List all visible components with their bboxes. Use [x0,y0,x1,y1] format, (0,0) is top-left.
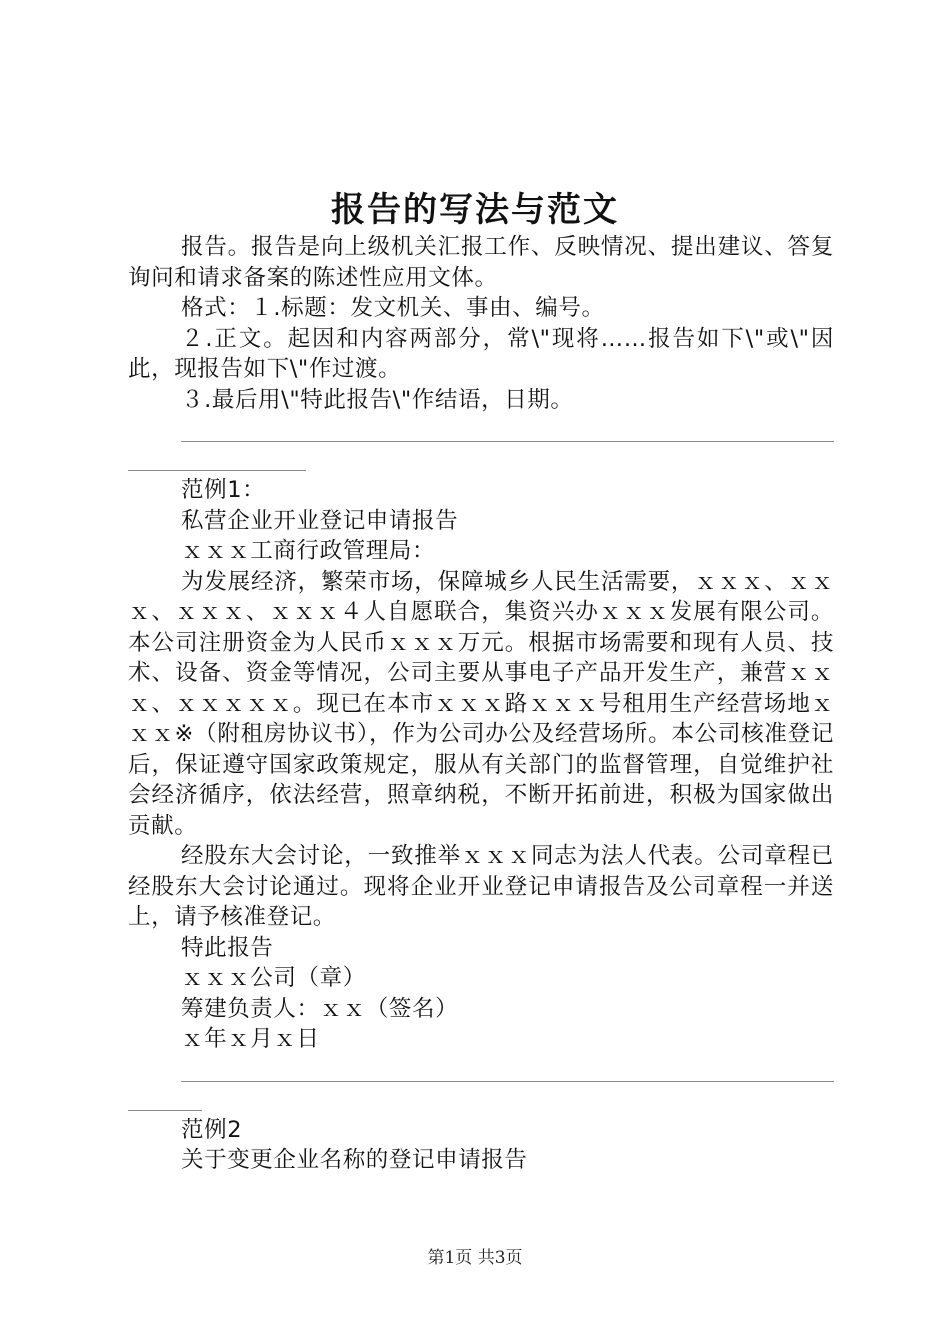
page-title: 报告的写法与范文 [331,190,619,230]
example-2-label: 范例2 [181,1116,243,1143]
format-heading: 格式：１.标题：发文机关、事由、编号。 [181,295,605,321]
format-item-2: ２.正文。起因和内容两部分，常\"现将……报告如下\"或\"因此，现报告如下\"作过渡。 [128,325,834,382]
example-1-addressee: ｘｘｘ工商行政管理局： [181,538,436,564]
intro-paragraph: 报告。报告是向上级机关汇报工作、反映情况、提出建议、答复询问和请求备案的陈述性应用文体。 [128,234,834,291]
page-footer: 第1页 共3页 [427,1248,523,1268]
example-1-label: 范例1： [181,477,266,503]
format-item-3: ３.最后用\"特此报告\"作结语，日期。 [181,386,574,413]
separator-line-lower [128,1110,202,1111]
separator-line-lower [128,470,306,471]
example-1-body-paragraph-2: 经股东大会讨论，一致推举ｘｘｘ同志为法人代表。公司章程已经股东大会讨论通过。现将企业开业登记申请报告及公司章程一并送上，请予核准登记。 [128,843,834,930]
document-body [128,232,834,1176]
separator-line [128,1055,834,1115]
separator-line-upper [181,441,834,442]
example-1-date: ｘ年ｘ月ｘ日 [181,1026,320,1052]
separator-line [128,415,834,475]
separator-line-upper [181,1081,834,1082]
example-1-closing: 特此报告 [181,934,274,961]
example-1-title: 私营企业开业登记申请报告 [181,507,459,534]
example-2-title: 关于变更企业名称的登记申请报告 [181,1147,528,1173]
example-1-signer: 筹建负责人：ｘｘ（签名） [181,995,459,1022]
example-1-body-paragraph: 为发展经济，繁荣市场，保障城乡人民生活需要，ｘｘｘ、ｘｘｘ、ｘｘｘ、ｘｘｘ４人自愿联合，集资兴办ｘｘｘ发展有限公司。本公司注册资金为人民币ｘｘｘ万元。根据市场需要和现有人员、技术、设备、资金等情况，公司主要从事电子产品开发生产，兼营ｘｘｘ、ｘｘｘｘｘ。现已在本市ｘｘｘ路ｘｘｘ号租用生产经营场地ｘｘｘ※（附租房协议书），作为公司办公及经营场所。本公司核准登记后，保证遵守国家政策规定，服从有关部门的监督管理，自觉维护社会经济循序，依法经营，照章纳税，不断开拓前进，积极为国家做出贡献。 [128,568,834,839]
example-1-company: ｘｘｘ公司（章） [181,965,366,991]
